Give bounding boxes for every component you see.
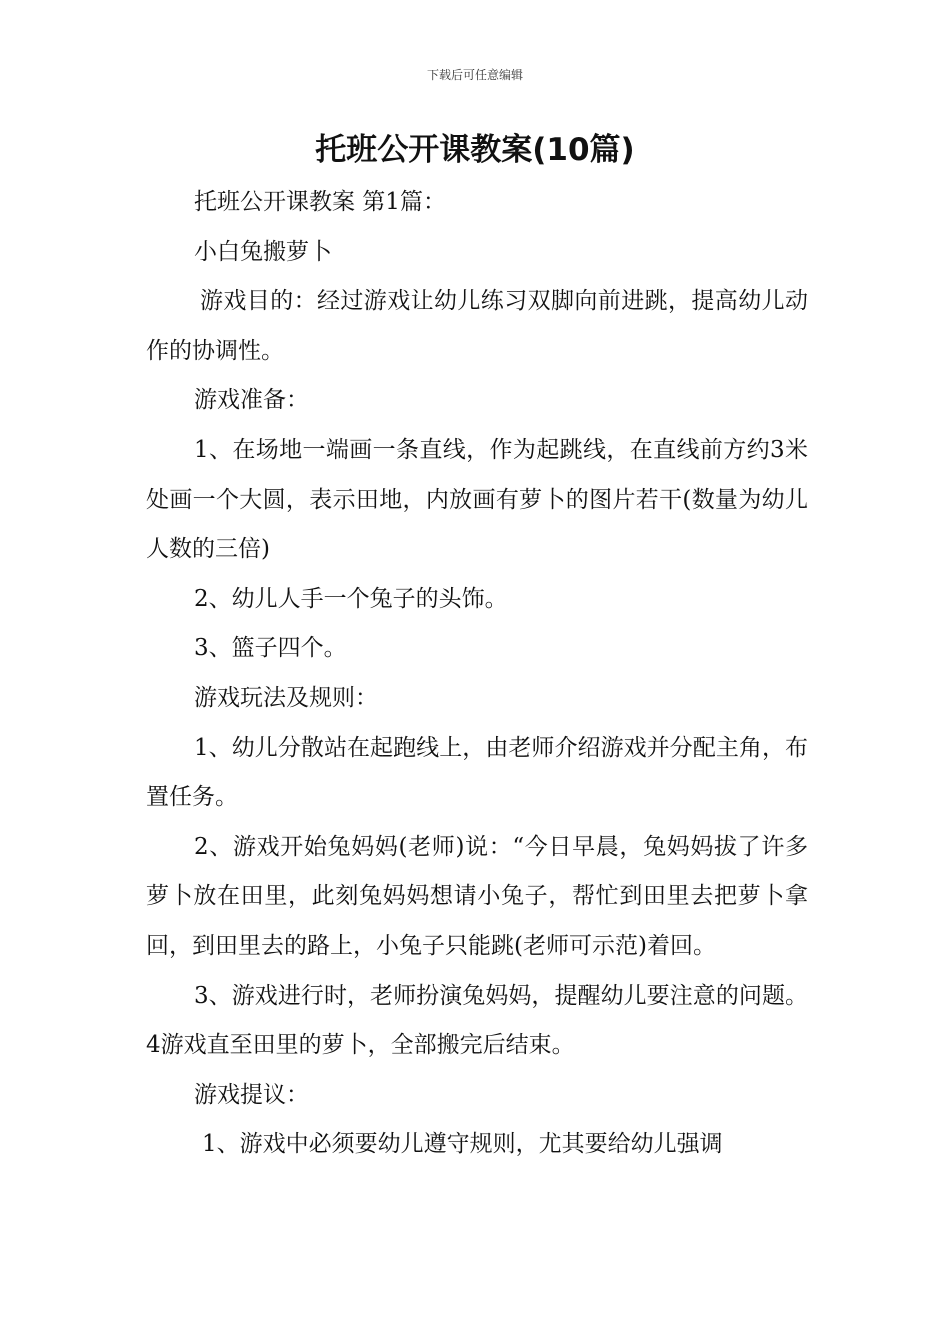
subheading: 游戏玩法及规则： xyxy=(194,684,378,711)
list-item: 2、幼儿人手一个兔子的头饰。 xyxy=(194,585,508,612)
document-title: 托班公开课教案(10篇) xyxy=(315,132,635,168)
section-heading: 托班公开课教案 第1篇： xyxy=(194,189,446,215)
list-item: 3、篮子四个。 xyxy=(194,635,347,662)
game-title: 小白兔搬萝卜 xyxy=(194,238,332,265)
list-item: 3、游戏进行时，老师扮演兔妈妈，提醒幼儿要注意的问题。4游戏直至田里的萝卜，全部搬完后结束。 xyxy=(146,982,808,1059)
subheading: 游戏提议： xyxy=(194,1081,309,1108)
list-item: 1、幼儿分散站在起跑线上，由老师介绍游戏并分配主角，布置任务。 xyxy=(146,734,808,811)
subheading: 游戏准备： xyxy=(194,387,309,414)
paragraph: 游戏目的：经过游戏让幼儿练习双脚向前进跳，提高幼儿动作的协调性。 xyxy=(146,288,808,364)
page-header-note: 下载后可任意编辑 xyxy=(426,68,523,82)
document-body xyxy=(146,178,808,1170)
list-item: 1、游戏中必须要幼儿遵守规则，尤其要给幼儿强调 xyxy=(202,1131,723,1158)
list-item: 2、游戏开始兔妈妈(老师)说：“今日早晨，兔妈妈拔了许多萝卜放在田里，此刻兔妈妈想请小兔子，帮忙到田里去把萝卜拿回，到田里去的路上，小兔子只能跳(老师可示范)着回。 xyxy=(146,833,808,959)
list-item: 1、在场地一端画一条直线，作为起跳线，在直线前方约3米处画一个大圆，表示田地，内放画有萝卜的图片若干(数量为幼儿人数的三倍) xyxy=(146,436,808,563)
